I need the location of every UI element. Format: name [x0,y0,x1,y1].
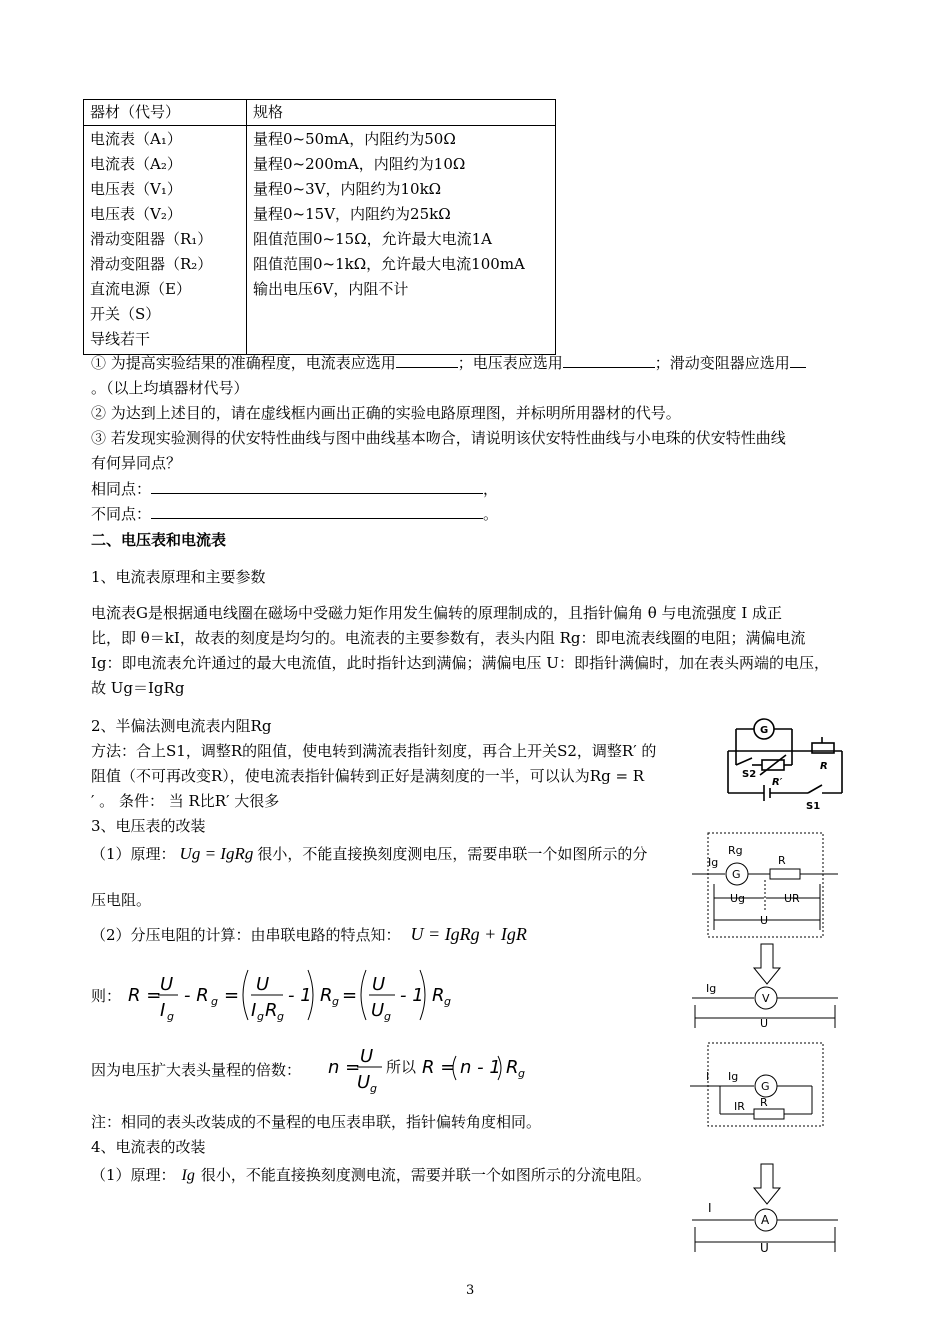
r-label: R [760,1096,768,1109]
svg-text:U: U [160,974,174,995]
q1-text-a: ① 为提高实验结果的准确程度，电流表应选用 [91,354,396,372]
formula-u-series: U = IgRg + IgR [410,924,527,944]
table-header-row [84,100,556,126]
equipment-table [83,99,556,355]
i-label: I [706,1070,710,1083]
svg-text:g: g [518,1067,525,1080]
svg-text:=: = [224,985,240,1006]
answer-blank[interactable] [151,478,483,494]
subsection-1-title: 1、电流表原理和主要参数 [91,568,266,586]
current-conversion-circuit [688,1040,833,1130]
svg-text:R: R [432,985,445,1006]
equipment-spec: 阻值范围0~1kΩ，允许最大电流100mA [253,255,525,273]
s3-multiple-line [91,1059,301,1081]
s4-principle-label: （1）原理： [91,1166,176,1184]
s3-then-line [91,985,121,1007]
s3-calc-text: （2）分压电阻的计算：由串联电路的特点知： [91,926,401,944]
svg-text:g: g [277,1010,284,1023]
ir-label: IR [734,1100,745,1113]
svg-text:R: R [320,985,333,1006]
s3-principle-label: （1）原理： [91,845,176,863]
s2-label: S2 [742,769,757,780]
svg-text:n - 1: n - 1 [460,1057,501,1078]
equipment-spec: 量程0~3V，内阻约为10kΩ [253,180,442,198]
ig-label: Ig [706,982,717,995]
equipment-spec: 量程0~50mA，内阻约为50Ω [253,130,456,148]
svg-text:R: R [265,1000,278,1021]
svg-text:R: R [506,1057,519,1078]
s1-paragraph-line: 故 Ug＝IgRg [91,679,185,697]
ig-label: Ig [708,856,719,869]
rg-label: Rg [728,844,743,857]
q1-text-b: ；电压表应选用 [457,354,563,372]
s4-principle-line [91,1164,651,1187]
u-label: U [760,1241,769,1255]
equipment-name: 导线若干 [90,330,151,348]
same-end: ， [483,480,499,498]
svg-text:g: g [332,995,339,1008]
equipment-name: 滑动变阻器（R₁） [90,230,213,248]
diff-end: 。 [483,505,499,523]
question-2: ② 为达到上述目的，请在虚线框内画出正确的实验电路原理图，并标明所用器材的代号。 [91,404,681,422]
svg-text:U: U [360,1046,374,1067]
s2-paragraph-line: 阻值（不可再改变R），使电流表指针偏转到正好是满刻度的一半，可以认为Rg = R [91,767,645,785]
svg-text:R =: R = [128,985,162,1006]
s2-paragraph-line: 方法：合上S1，调整R的阻值，使电转到满流表指针刻度，再合上开关S2，调整R′ 的 [91,742,657,760]
s3-principle-cont: 压电阻。 [91,891,152,909]
formula-ug: Ug = IgRg [179,844,254,863]
svg-text:g: g [257,1010,264,1023]
subsection-3-title: 3、电压表的改装 [91,817,206,835]
section-title: 二、电压表和电流表 [91,531,227,549]
s3-principle-text: 很小，不能直接换刻度测电压，需要串联一个如图所示的分 [257,845,648,863]
svg-text:- R: - R [184,985,209,1006]
svg-text:- 1: - 1 [400,985,424,1006]
svg-text:g: g [211,995,218,1008]
answer-blank[interactable] [563,352,655,368]
question-3-cont: 有何异同点？ [91,454,182,472]
svg-text:g: g [384,1010,391,1023]
svg-text:g: g [167,1010,174,1023]
s3-principle-line [91,843,647,865]
equipment-spec-column [247,126,556,355]
s3-then-label: 则： [91,987,122,1005]
g-label: G [732,868,741,881]
q1-text-c: ；滑动变阻器应选用 [654,354,790,372]
svg-text:U: U [371,1000,385,1021]
g-label: G [761,1080,770,1093]
rp-label: R′ [772,777,783,788]
svg-text:R =: R = [422,1057,456,1078]
equipment-spec: 量程0~200mA，内阻约为10Ω [253,155,466,173]
svg-text:=: = [342,985,358,1006]
ug-label: Ug [730,892,746,905]
v-label: V [762,992,770,1005]
equipment-name: 电流表（A₂） [90,155,182,173]
subsection-4-title: 4、电流表的改装 [91,1138,206,1156]
subsection-2-title: 2、半偏法测电流表内阻Rg [91,717,272,735]
note-line: 注：相同的表头改装成的不量程的电压表串联，指针偏转角度相同。 [91,1113,542,1131]
svg-text:g: g [444,995,451,1008]
equipment-spec: 阻值范围0~15Ω，允许最大电流1A [253,230,493,248]
s3-calc-line [91,923,527,946]
answer-blank[interactable] [151,503,483,519]
svg-text:U: U [357,1072,371,1093]
ammeter-circuit [690,1200,840,1255]
diff-label: 不同点： [91,505,152,523]
same-label: 相同点： [91,480,152,498]
table-header-spec: 规格 [247,100,556,126]
voltage-conversion-circuit [690,830,840,940]
question-3: ③ 若发现实验测得的伏安特性曲线与图中曲线基本吻合，请说明该伏安特性曲线与小电珠的伏安特性曲线 [91,429,786,447]
s1-paragraph-line: 比，即 θ＝kI，故表的刻度是均匀的。电流表的主要参数有，表头内阻 Rg：即电流表线圈的电阻；满偏电流 [91,629,806,647]
s1-paragraph-line: 电流表G是根据通电线圈在磁场中受磁力矩作用发生偏转的原理制成的，且指针偏角 θ 与电流强度 I 成正 [91,604,783,622]
equipment-name: 电流表（A₁） [90,130,182,148]
i-label: I [708,1201,712,1215]
a-label: A [761,1213,770,1227]
s4-principle-text: 很小，不能直接换刻度测电流，需要并联一个如图所示的分流电阻。 [200,1166,651,1184]
table-body [84,126,556,355]
u-label: U [760,914,769,927]
equipment-spec: 量程0~15V，内阻约为25kΩ [253,205,451,223]
s1-paragraph-line: Ig：即电流表允许通过的最大电流值，此时指针达到满偏；满偏电压 U：即指针满偏时，加在表头两端的电压， [91,654,829,672]
equipment-name: 开关（S） [90,305,161,323]
table-header-equipment: 器材（代号） [84,100,247,126]
svg-text:g: g [370,1082,377,1095]
answer-blank[interactable] [790,352,806,368]
g-label: G [760,725,769,736]
equipment-name: 滑动变阻器（R₂） [90,255,213,273]
svg-text:I: I [160,1000,166,1021]
same-point-line [91,478,498,500]
formula-n [322,1042,532,1097]
equipment-name: 电压表（V₁） [90,180,182,198]
svg-text:n =: n = [328,1057,361,1078]
ig-label: Ig [728,1070,739,1083]
diff-point-line [91,503,498,525]
formula-r-fraction [120,962,460,1032]
ur-label: UR [784,892,800,905]
svg-text:U: U [256,974,270,995]
equipment-name-column [84,126,247,355]
q1-text-d: 。（以上均填器材代号） [91,379,249,397]
svg-text:- 1: - 1 [288,985,312,1006]
s3-multiple-text: 因为电压扩大表头量程的倍数： [91,1061,302,1079]
so-label: 所以 [386,1058,417,1076]
s1-label: S1 [806,801,821,812]
page-number: 3 [466,1283,475,1298]
svg-text:U: U [372,974,386,995]
equipment-spec: 输出电压6V，内阻不计 [253,280,409,298]
u-label: U [760,1017,769,1030]
formula-ig: Ig [181,1167,195,1184]
answer-blank[interactable] [396,352,458,368]
voltmeter-circuit [690,980,840,1030]
svg-text:I: I [251,1000,257,1021]
r-label: R [820,761,828,772]
equipment-name: 电压表（V₂） [90,205,182,223]
halfbias-circuit [722,713,852,813]
r-label: R [778,854,786,867]
equipment-name: 直流电源（E） [90,280,191,298]
question-1 [91,352,806,374]
s2-paragraph-line: ′ 。 条件： 当 R比R′ 大很多 [91,792,280,810]
